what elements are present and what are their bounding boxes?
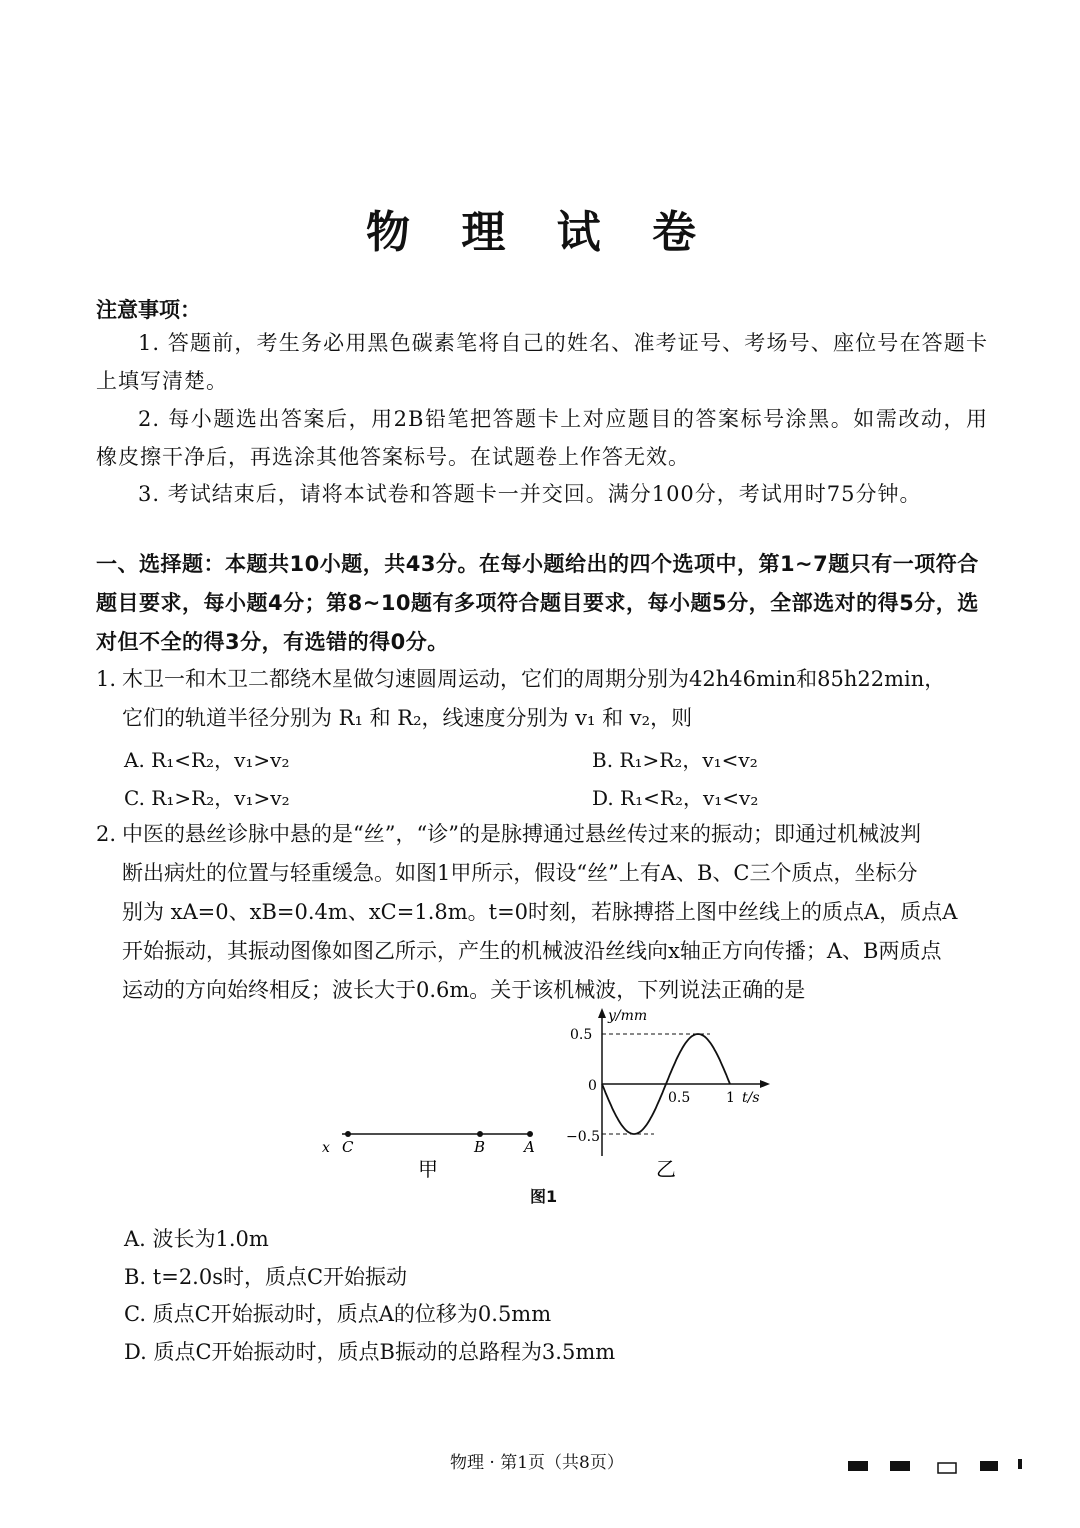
q1-option-a: A. R₁<R₂，v₁>v₂ bbox=[124, 748, 290, 772]
jia-label: 甲 bbox=[418, 1157, 438, 1181]
point-b-label: B bbox=[474, 1138, 486, 1156]
point-b-dot bbox=[477, 1131, 483, 1137]
t-tick-one: 1 bbox=[726, 1090, 735, 1106]
notice-item-1: 1. 答题前，考生务必用黑色碳素笔将自己的姓名、准考证号、考场号、座位号在答题卡上填写清楚。 bbox=[96, 331, 988, 393]
q2-option-c: C. 质点C开始振动时，质点A的位移为0.5mm bbox=[124, 1302, 552, 1326]
page-footer: 物理 · 第1页（共8页） bbox=[450, 1453, 624, 1473]
question-1-line-2: 它们的轨道半径分别为 R₁ 和 R₂，线速度分别为 v₁ 和 v₂，则 bbox=[122, 706, 693, 730]
t-axis-label: t/s bbox=[742, 1090, 760, 1106]
page-title: 物 理 试 卷 bbox=[366, 207, 714, 258]
question-2 bbox=[96, 815, 996, 1010]
question-1-line-1: 木卫一和木卫二都绕木星做匀速圆周运动，它们的周期分别为42h46min和85h22min， bbox=[122, 667, 946, 691]
q1-option-b: B. R₁>R₂，v₁<v₂ bbox=[592, 748, 758, 772]
question-number: 2. bbox=[96, 822, 117, 846]
question-2-line-1: 中医的悬丝诊脉中悬的是“丝”，“诊”的是脉搏通过悬丝传过来的振动；即通过机械波判 bbox=[122, 822, 921, 846]
t-tick-half: 0.5 bbox=[668, 1090, 691, 1106]
notice-item-3: 3. 考试结束后，请将本试卷和答题卡一并交回。满分100分，考试用时75分钟。 bbox=[138, 482, 922, 506]
y-axis-label: y/mm bbox=[608, 1008, 648, 1024]
y-tick-pos: 0.5 bbox=[570, 1027, 593, 1043]
notice-heading: 注意事项： bbox=[96, 298, 201, 322]
q2-option-a: A. 波长为1.0m bbox=[124, 1227, 269, 1251]
y-tick-zero: 0 bbox=[588, 1078, 597, 1094]
figure-1 bbox=[310, 1006, 780, 1186]
q1-option-d: D. R₁<R₂，v₁<v₂ bbox=[592, 786, 759, 810]
y-axis-arrow bbox=[598, 1008, 606, 1018]
x-axis-letter: x bbox=[322, 1140, 330, 1156]
question-2-line-4: 开始振动，其振动图像如图乙所示，产生的机械波沿丝线向x轴正方向传播；A、B两质点 bbox=[122, 939, 942, 963]
mark-1 bbox=[848, 1461, 868, 1471]
mark-3 bbox=[938, 1463, 956, 1473]
point-a-label: A bbox=[524, 1138, 535, 1156]
point-a-dot bbox=[527, 1131, 533, 1137]
q1-option-c: C. R₁>R₂，v₁>v₂ bbox=[124, 786, 290, 810]
yi-label: 乙 bbox=[656, 1157, 676, 1181]
q2-option-d: D. 质点C开始振动时，质点B振动的总路程为3.5mm bbox=[124, 1340, 616, 1364]
t-axis-arrow bbox=[760, 1080, 770, 1088]
question-2-line-3: 别为 xA=0、xB=0.4m、xC=1.8m。t=0时刻，若脉搏搭上图中丝线上的质点A，质点A bbox=[122, 900, 958, 924]
mark-5 bbox=[1018, 1459, 1022, 1469]
figure-caption: 图1 bbox=[530, 1187, 558, 1206]
section-heading: 一、选择题：本题共10小题，共43分。在每小题给出的四个选项中，第1~7题只有一项符合题目要求，每小题4分；第8~10题有多项符合题目要求，每小题5分，全部选对的得5分，选对但不全的得3分，有选错的得0分。 bbox=[96, 552, 979, 654]
mark-4 bbox=[980, 1461, 998, 1471]
point-c-dot bbox=[345, 1131, 351, 1137]
question-1 bbox=[96, 660, 996, 738]
y-tick-neg: −0.5 bbox=[566, 1129, 600, 1145]
question-2-line-2: 断出病灶的位置与轻重缓急。如图1甲所示，假设“丝”上有A、B、C三个质点，坐标分 bbox=[122, 861, 918, 885]
question-2-line-5: 运动的方向始终相反；波长大于0.6m。关于该机械波，下列说法正确的是 bbox=[122, 978, 806, 1002]
mark-2 bbox=[890, 1461, 910, 1471]
scan-marks bbox=[848, 1455, 1028, 1479]
notice-item-2: 2. 每小题选出答案后，用2B铅笔把答题卡上对应题目的答案标号涂黑。如需改动，用橡皮擦干净后，再选涂其他答案标号。在试题卷上作答无效。 bbox=[96, 407, 988, 469]
question-number: 1. bbox=[96, 667, 117, 691]
point-c-label: C bbox=[342, 1138, 354, 1156]
q2-option-b: B. t=2.0s时，质点C开始振动 bbox=[124, 1265, 408, 1289]
vibration-graph bbox=[566, 1008, 770, 1156]
